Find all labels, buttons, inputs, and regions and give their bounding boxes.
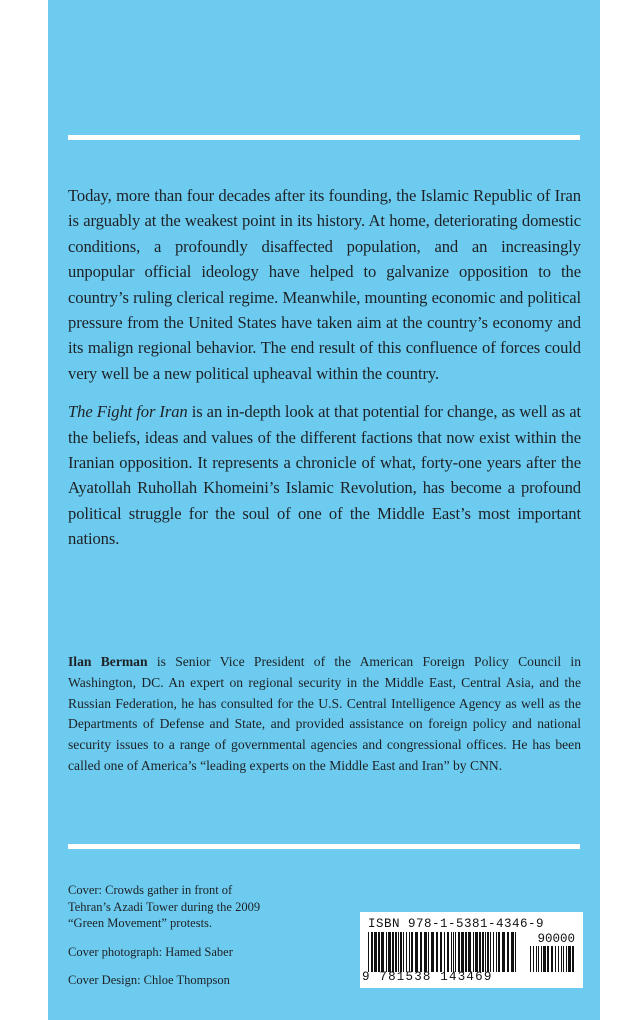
isbn-barcode	[360, 912, 583, 988]
barcode-bar	[490, 932, 491, 972]
barcode-bar	[487, 932, 489, 972]
barcode-bar	[496, 932, 497, 972]
barcode-bar	[493, 932, 494, 972]
barcode-bar	[431, 932, 434, 972]
barcode-bar	[420, 932, 422, 972]
barcode-bar	[406, 932, 407, 972]
barcode-bar	[451, 932, 452, 972]
photo-credit: Cover photograph: Hamed Saber	[68, 944, 233, 959]
barcode-bar	[555, 946, 556, 972]
barcode-bar	[440, 932, 442, 972]
book-title: The Fight for Iran	[68, 402, 188, 422]
cover-credits	[68, 882, 268, 989]
barcode-bar	[561, 946, 562, 972]
barcode-bar	[507, 932, 509, 972]
barcode-bar	[498, 932, 500, 972]
barcode-bar	[415, 932, 418, 972]
barcode-bar	[447, 932, 449, 972]
barcode-bar	[428, 932, 429, 972]
barcode-bar	[409, 932, 410, 972]
barcode-bar	[473, 932, 474, 972]
barcode-bar	[424, 932, 427, 972]
blurb-paragraph-2-text: is an in-depth look at that potential for change, as well as at the beliefs, ideas and values of the different factions that now exist within the Iranian opposition. It represents a chronicle of what, forty-one years after the Ayatollah Ruhollah Khomeini’s Islamic Revolution, has become a profound political struggle for the soul of one of the Middle East’s most important nations.	[68, 402, 581, 549]
barcode-bar	[536, 946, 537, 972]
barcode-bar	[558, 946, 559, 972]
barcode-bar	[444, 932, 445, 972]
author-bio-text: is Senior Vice President of the American Foreign Policy Council in Washington, DC. An expert on regional security in the Middle East, Central Asia, and the Russian Federation, he has consulted for the U.S. Central Intelligence Agency as well as the Departments of Defense and State, and provided assistance on foreign policy and national security issues to a range of governmental agencies and congressional offices. He has been called one of America’s “leading experts on the Middle East and Iran” by CNN.	[68, 654, 581, 773]
isbn-label: ISBN 978-1-5381-4346-9	[368, 917, 545, 931]
barcode-bar	[392, 932, 394, 972]
barcode-bars	[368, 932, 518, 972]
barcode-bar	[551, 946, 553, 972]
barcode-bar	[479, 932, 481, 972]
barcode-bar	[538, 946, 539, 972]
barcode-bar	[388, 932, 391, 972]
barcode-bar	[371, 932, 373, 972]
price-code: 90000	[537, 932, 575, 946]
bottom-divider	[68, 844, 580, 849]
barcode-bar	[458, 932, 460, 972]
ean-digits: 9 781538 143469	[362, 970, 493, 984]
design-credit: Cover Design: Chloe Thompson	[68, 973, 230, 987]
barcode-bar	[468, 932, 471, 972]
barcode-bar	[395, 932, 397, 972]
barcode-bar	[566, 946, 567, 972]
barcode-bar	[572, 946, 574, 972]
barcode-bar	[461, 932, 464, 972]
barcode-bar	[515, 932, 516, 972]
barcode-bar	[502, 932, 505, 972]
barcode-bar	[568, 946, 571, 972]
author-bio	[68, 652, 581, 777]
blurb-paragraph-2	[68, 399, 581, 551]
barcode-bar	[482, 932, 484, 972]
barcode-bar	[475, 932, 478, 972]
addon-barcode-bars	[530, 946, 576, 972]
book-blurb	[68, 183, 581, 552]
barcode-bar	[453, 932, 454, 972]
barcode-bar	[386, 932, 387, 972]
back-cover	[48, 0, 600, 1020]
barcode-bar	[543, 946, 546, 972]
barcode-bar	[455, 932, 456, 972]
barcode-bar	[436, 932, 438, 972]
blurb-paragraph-1: Today, more than four decades after its founding, the Islamic Republic of Iran is arguably at the weakest point in its history. At home, deteriorating domestic conditions, a profoundly disaffected population, and an increasingly unpopular official ideology have helped to galvanize opposition to the country’s ruling clerical regime. Meanwhile, mounting economic and political pressure from the United States have taken aim at the country’s economy and its malign regional behavior. The end result of this confluence of forces could very well be a new political upheaval within the country.	[68, 186, 581, 383]
barcode-bar	[378, 932, 380, 972]
barcode-bar	[403, 932, 404, 972]
barcode-bar	[374, 932, 377, 972]
barcode-bar	[530, 946, 531, 972]
barcode-bar	[398, 932, 399, 972]
author-name: Ilan Berman	[68, 654, 148, 669]
barcode-bar	[511, 932, 514, 972]
top-divider	[68, 135, 580, 140]
barcode-bar	[485, 932, 486, 972]
cover-caption: Cover: Crowds gather in front of Tehran’s Azadi Tower during the 2009 “Green Movement” protests.	[68, 883, 261, 930]
barcode-bar	[465, 932, 467, 972]
barcode-bar	[563, 946, 564, 972]
barcode-bar	[541, 946, 542, 972]
barcode-bar	[547, 946, 549, 972]
barcode-bar	[533, 946, 534, 972]
barcode-bar	[368, 932, 369, 972]
barcode-bar	[411, 932, 413, 972]
barcode-bar	[400, 932, 402, 972]
barcode-bar	[381, 932, 384, 972]
